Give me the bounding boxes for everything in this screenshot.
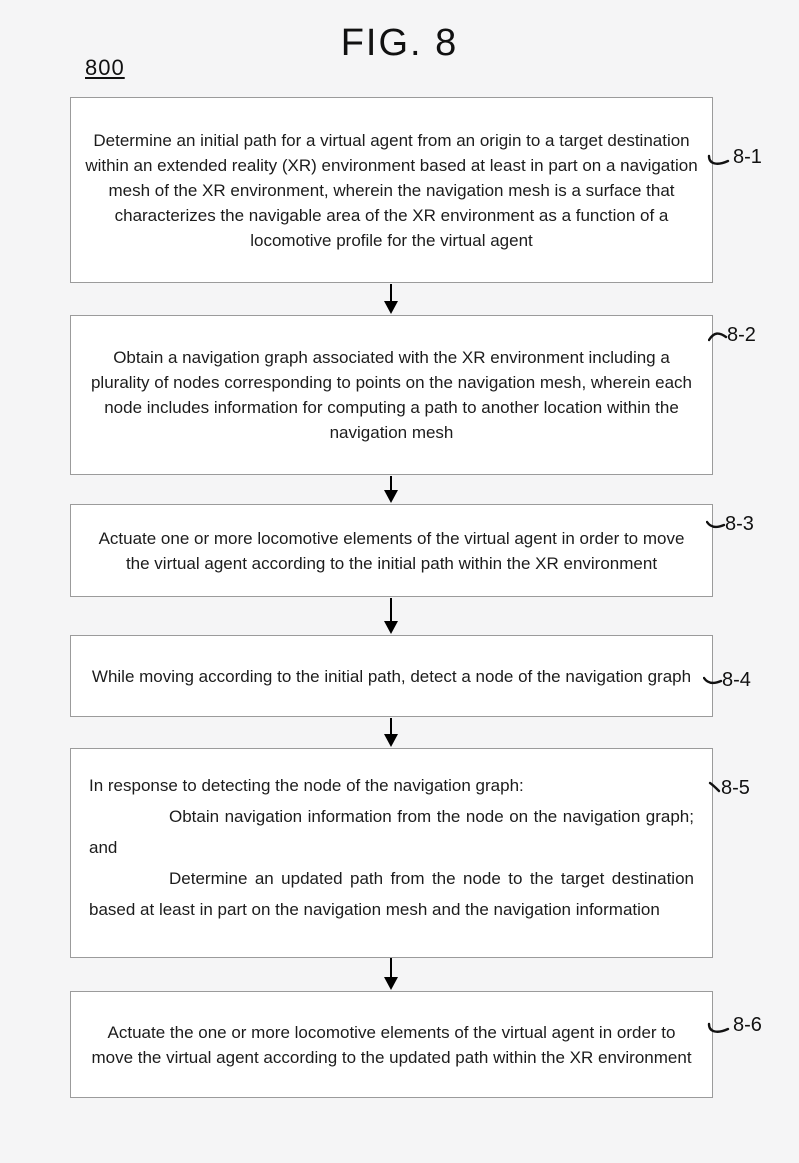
step-text: Determine an initial path for a virtual agent from an origin to a target destination within an extended reality (XR) environment based at least in part on a navigation mesh of the XR environment, wherein the navigation mesh is a surface that characterizes the navigable area of the XR environment as a function of a locomotive profile for the virtual agent [85,130,698,250]
flow-arrow-down-icon [384,958,398,990]
lead-line-icon [708,328,728,344]
step-intro-text: In response to detecting the node of the navigation graph: [89,776,524,795]
step-box-8-5 [70,748,713,958]
ref-label-8-3: 8-3 [725,513,754,535]
flow-arrow-down-icon [384,284,398,314]
arrow-shaft [390,284,392,301]
ref-label-8-6: 8-6 [733,1014,762,1036]
flow-arrow-down-icon [384,598,398,634]
flow-arrow-down-icon [384,718,398,747]
ref-label-8-4: 8-4 [722,669,751,691]
step-box-8-4 [70,635,713,717]
lead-line-icon [708,780,722,794]
step-text: Obtain a navigation graph associated with the XR environment including a plurality of nodes corresponding to points on the navigation mesh, wherein each node includes information for computing a path to another location within the navigation mesh [90,348,693,442]
ref-label-8-1: 8-1 [733,146,762,168]
arrow-shaft [390,718,392,734]
arrow-shaft [390,598,392,621]
ref-label-8-2: 8-2 [727,324,756,346]
arrow-head [384,301,398,314]
arrow-head [384,977,398,990]
arrow-head [384,490,398,503]
flow-arrow-down-icon [384,476,398,503]
figure-title: FIG. 8 [340,22,459,64]
step-box-8-1 [70,97,713,283]
step-box-8-2 [70,315,713,475]
lead-line-icon [707,153,731,169]
lead-line-icon [706,517,726,533]
arrow-head [384,621,398,634]
step-box-8-6 [70,991,713,1098]
lead-line-icon [703,673,723,689]
step-text: Actuate one or more locomotive elements of the virtual agent in order to move the virtual agent according to the initial path within the XR environment [98,528,685,573]
arrow-shaft [390,958,392,977]
arrow-head [384,734,398,747]
lead-line-icon [707,1021,731,1037]
step-text: Actuate the one or more locomotive elements of the virtual agent in order to move the virtual agent according to the updated path within the XR environment [91,1022,692,1067]
step-text: While moving according to the initial path, detect a node of the navigation graph [91,666,692,686]
ref-label-8-5: 8-5 [721,777,750,799]
step-sub-text: Obtain navigation information from the node on the navigation graph; and [89,807,694,857]
figure-number: 800 [85,55,125,80]
step-sub-text: Determine an updated path from the node to the target destination based at least in part on the navigation mesh and the navigation information [89,869,694,919]
arrow-shaft [390,476,392,490]
step-box-8-3 [70,504,713,597]
